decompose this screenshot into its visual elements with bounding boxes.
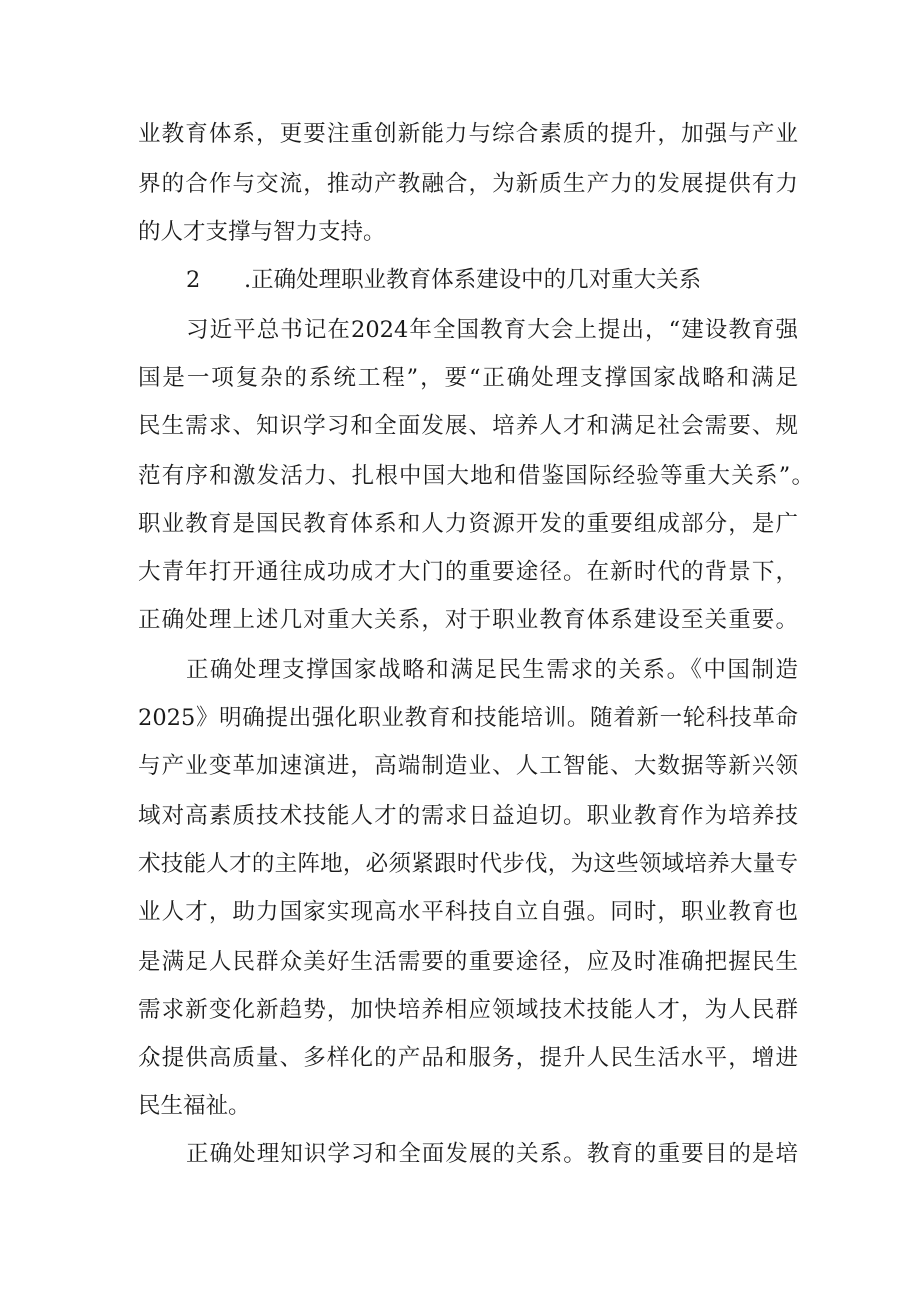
- paragraph-line: 术技能人才的主阵地，必须紧跟时代步伐，为这些领域培养大量专: [138, 851, 798, 877]
- section-heading-text: .正确处理职业教育体系建设中的几对重大关系: [244, 267, 702, 293]
- paragraph-line: 正确处理支撑国家战略和满足民生需求的关系。《中国制造: [186, 657, 798, 683]
- paragraph-line: 习近平总书记在2024年全国教育大会上提出，“建设教育强: [186, 317, 798, 343]
- paragraph-line: 与产业变革加速演进，高端制造业、人工智能、大数据等新兴领: [138, 753, 798, 779]
- paragraph-line: 范有序和激发活力、扎根中国大地和借鉴国际经验等重大关系”。: [138, 463, 814, 489]
- paragraph-line: 正确处理知识学习和全面发展的关系。教育的重要目的是培: [186, 1141, 798, 1167]
- paragraph-line: 民生福祉。: [138, 1093, 251, 1119]
- paragraph-line: 大青年打开通往成功成才大门的重要途径。在新时代的背景下，: [138, 559, 798, 585]
- section-heading-number: 2: [186, 267, 201, 293]
- paragraph-line: 业教育体系，更要注重创新能力与综合素质的提升，加强与产业: [138, 121, 798, 147]
- paragraph-line: 众提供高质量、多样化的产品和服务，提升人民生活水平，增进: [138, 1045, 798, 1071]
- paragraph-line: 2025》明确提出强化职业教育和技能培训。随着新一轮科技革命: [138, 705, 798, 731]
- paragraph-line: 是满足人民群众美好生活需要的重要途径，应及时准确把握民生: [138, 949, 798, 975]
- paragraph-line: 民生需求、知识学习和全面发展、培养人才和满足社会需要、规: [138, 413, 798, 439]
- paragraph-line: 职业教育是国民教育体系和人力资源开发的重要组成部分，是广: [138, 511, 798, 537]
- paragraph-line: 国是一项复杂的系统工程”，要“正确处理支撑国家战略和满足: [138, 365, 798, 391]
- section-heading: [186, 260, 701, 300]
- paragraph-line: 正确处理上述几对重大关系，对于职业教育体系建设至关重要。: [138, 607, 798, 633]
- paragraph-line: 域对高素质技术技能人才的需求日益迫切。职业教育作为培养技: [138, 803, 798, 829]
- paragraph-line: 界的合作与交流，推动产教融合，为新质生产力的发展提供有力: [138, 171, 798, 197]
- paragraph-line: 的人才支撑与智力支持。: [138, 219, 386, 245]
- paragraph-line: 需求新变化新趋势，加快培养相应领域技术技能人才，为人民群: [138, 997, 798, 1023]
- paragraph-line: 业人才，助力国家实现高水平科技自立自强。同时，职业教育也: [138, 899, 798, 925]
